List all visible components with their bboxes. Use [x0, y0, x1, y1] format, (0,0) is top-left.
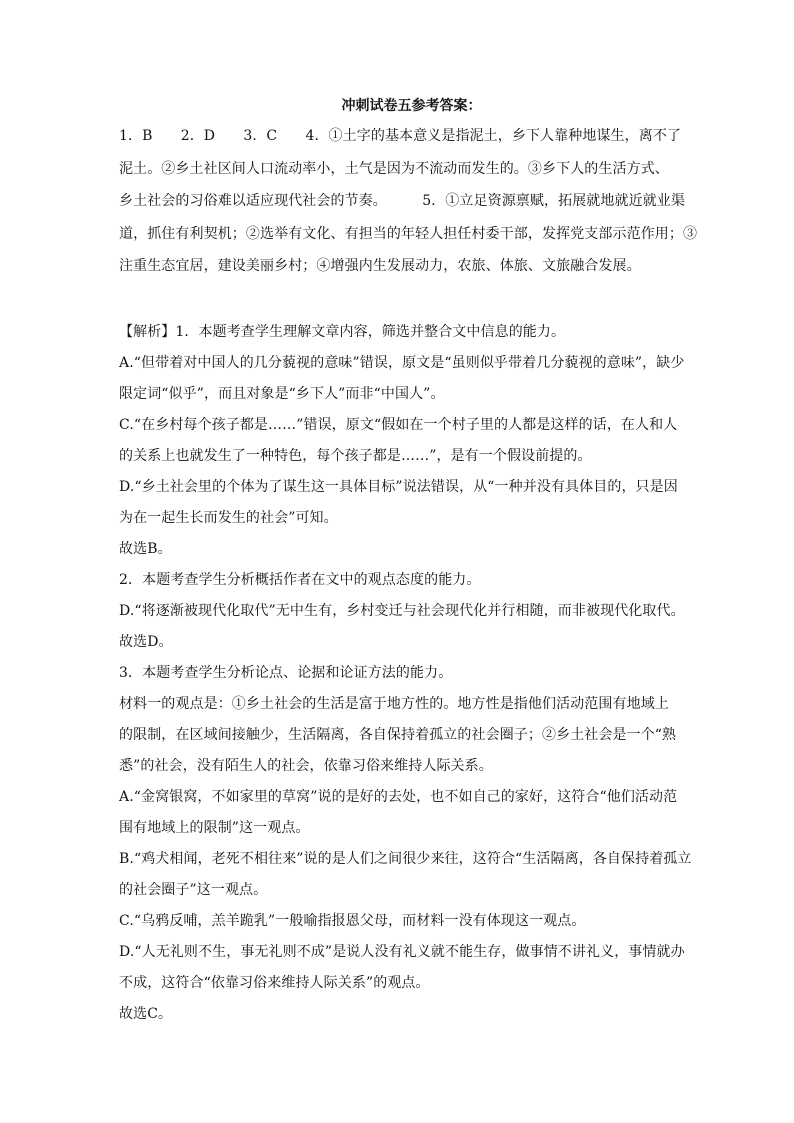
analysis-line: 故选D。 — [119, 633, 173, 650]
analysis-block — [119, 317, 734, 1030]
analysis-line: 限定词“似乎”，而且对象是“乡下人”而非“中国人”。 — [119, 385, 445, 402]
analysis-line: 3．本题考查学生分析论点、论据和论证方法的能力。 — [119, 664, 453, 681]
analysis-line: D.“乡土社会里的个体为了谋生这一具体目标”说法错误，从“一种并没有具体目的，只是因 — [119, 478, 678, 495]
analysis-line: D.“人无礼则不生，事无礼则不成”是说人没有礼义就不能生存，做事情不讲礼义，事情就办 — [119, 943, 685, 960]
analysis-line: 材料一的观点是：①乡土社会的生活是富于地方性的。地方性是指他们活动范围有地域上 — [119, 695, 669, 712]
analysis-line: C.“在乡村每个孩子都是……”错误，原文“假如在一个村子里的人都是这样的话，在人和人 — [119, 416, 678, 433]
analysis-line: A.“金窝银窝，不如家里的草窝”说的是好的去处，也不如自己的家好，这符合“他们活动范 — [119, 788, 678, 805]
section-gap — [119, 283, 734, 317]
answer-line: 乡土社会的习俗难以适应现代社会的节奏。 5．①立足资源禀赋，拓展就地就近就业渠 — [119, 193, 686, 210]
analysis-line: 的社会圈子”这一观点。 — [119, 881, 268, 898]
answer-line: 1．B 2．D 3．C 4．①土字的基本意义是指泥土，乡下人靠种地谋生，离不了 — [119, 128, 682, 144]
analysis-line: 2．本题考查学生分析概括作者在文中的观点态度的能力。 — [119, 571, 481, 588]
analysis-line: 的关系上也就发生了一种特色，每个孩子都是……”，是有一个假设前提的。 — [119, 447, 592, 464]
answer-key-title: 冲刺试卷五参考答案： — [341, 98, 482, 114]
analysis-line: 悉”的社会，没有陌生人的社会，依靠习俗来维持人际关系。 — [119, 757, 493, 774]
answer-line: 道，抓住有利契机；②选举有文化、有担当的年轻人担任村委干部，发挥党支部示范作用；③ — [119, 225, 698, 242]
analysis-heading: 【解析】1．本题考查学生理解文章内容，筛选并整合文中信息的能力。 — [119, 323, 566, 340]
answer-line: 泥土。②乡土社区间人口流动率小，土气是因为不流动而发生的。③乡下人的生活方式、 — [119, 160, 669, 177]
answer-line: 注重生态宜居，建设美丽乡村；④增强内生发展动力，农旅、体旅、文旅融合发展。 — [119, 258, 641, 275]
analysis-line: 围有地域上的限制”这一观点。 — [119, 819, 310, 836]
analysis-line: 不成，这符合“依靠习俗来维持人际关系”的观点。 — [119, 974, 430, 991]
analysis-line: A.“但带着对中国人的几分藐视的意味”错误，原文是“虽则似乎带着几分藐视的意味”，缺少 — [119, 354, 685, 371]
analysis-line: D.“将逐渐被现代化取代”无中生有，乡村变迁与社会现代化并行相随，而非被现代化取代。 — [119, 602, 685, 619]
analysis-line: 故选B。 — [119, 540, 172, 557]
analysis-line: 的限制，在区域间接触少，生活隔离，各自保持着孤立的社会圈子；②乡土社会是一个“熟 — [119, 726, 677, 743]
answer-block — [119, 120, 734, 283]
analysis-line: 为在一起生长而发生的社会”可知。 — [119, 509, 338, 526]
analysis-line: B.“鸡犬相闻，老死不相往来”说的是人们之间很少来往，这符合“生活隔离，各自保持着孤立 — [119, 850, 692, 867]
analysis-line: C.“乌鸦反哺，羔羊跪乳”一般喻指报恩父母，而材料一没有体现这一观点。 — [119, 912, 586, 929]
analysis-line: 故选C。 — [119, 1005, 173, 1022]
